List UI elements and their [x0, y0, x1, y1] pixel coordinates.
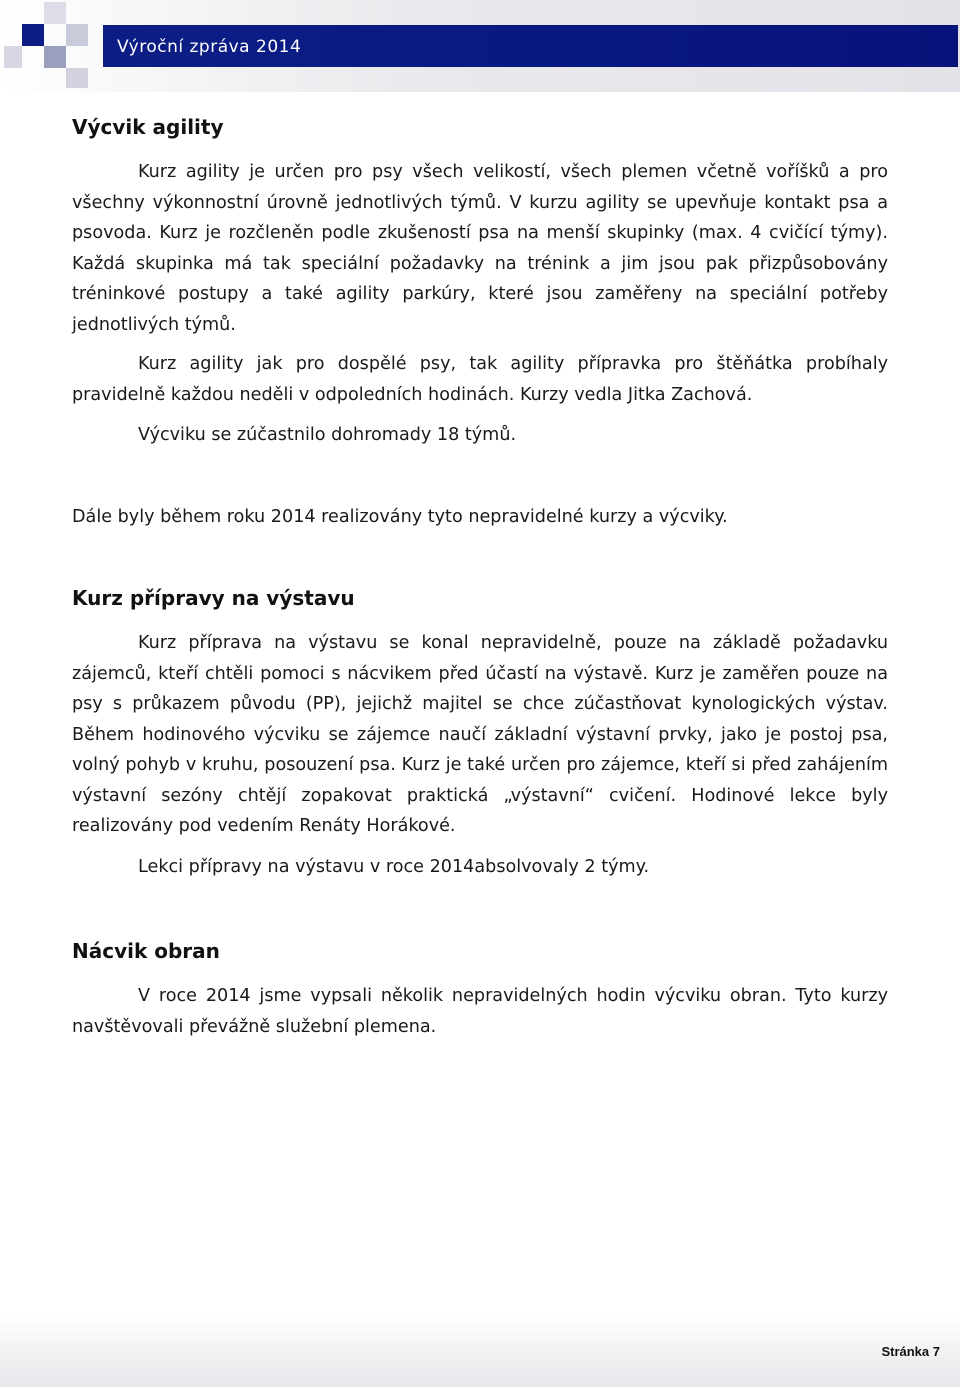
page-content: [72, 110, 888, 1042]
header-decor-square: [44, 46, 66, 68]
section-heading-agility: Výcvik agility: [72, 115, 224, 139]
defense-paragraph-1: V roce 2014 jsme vypsali několik nepravidelných hodin výcviku obran. Tyto kurzy navštěvovali převážně služební plemena.: [72, 986, 888, 1037]
agility-paragraph-1: Kurz agility je určen pro psy všech velikostí, všech plemen včetně voříšků a pro všechny výkonnostní úrovně jednotlivých týmů. V kurzu agility se upevňuje kontakt psa a psovoda. Kurz je rozčleněn podle zkušeností psa na menší skupinky (max. 4 cvičící týmy). Každá skupinka má tak speciální požadavky na trénink a jim jsou pak přizpůsobovány tréninkové postupy a také agility parkúry, které jsou zaměřeny na speciální potřeby jednotlivých týmů.: [72, 162, 888, 335]
header-decor-square: [66, 68, 88, 88]
section-heading-defense: Nácvik obran: [72, 939, 220, 963]
section-heading-show: Kurz přípravy na výstavu: [72, 586, 355, 610]
footer-background: [0, 1317, 960, 1387]
header-decor-square: [4, 46, 22, 68]
show-paragraph-2: Lekci přípravy na výstavu v roce 2014absolvovaly 2 týmy.: [138, 856, 650, 877]
header-decor-square: [22, 24, 44, 46]
header-decor-square: [44, 2, 66, 24]
agility-paragraph-2: Kurz agility jak pro dospělé psy, tak agility přípravka pro štěňátka probíhaly pravidelně každou neděli v odpoledních hodinách. Kurzy vedla Jitka Zachová.: [72, 354, 888, 405]
document-title: Výroční zpráva 2014: [117, 37, 302, 57]
show-paragraph-1: Kurz příprava na výstavu se konal nepravidelně, pouze na základě požadavku zájemců, kteří chtěli pomoci s nácvikem před účastí na výstavě. Kurz je zaměřen pouze na psy s průkazem původu (PP), jejichž majitel se chce zúčastňovat kynologických výstav. Během hodinového výcviku se zájemce naučí základní výstavní prvky, jako je postoj psa, volný pohyb v kruhu, posouzení psa. Kurz je také určen pro zájemce, kteří si před zahájením výstavní sezóny chtějí zopakovat praktická „výstavní“ cvičení. Hodinové lekce byly realizovány pod vedením Renáty Horákové.: [72, 633, 888, 836]
header-decor-square: [66, 24, 88, 46]
agility-paragraph-3: Výcviku se zúčastnilo dohromady 18 týmů.: [138, 425, 517, 445]
page-number: Stránka 7: [881, 1344, 940, 1359]
intro-paragraph: Dále byly během roku 2014 realizovány tyto nepravidelné kurzy a výcviky.: [72, 506, 728, 527]
